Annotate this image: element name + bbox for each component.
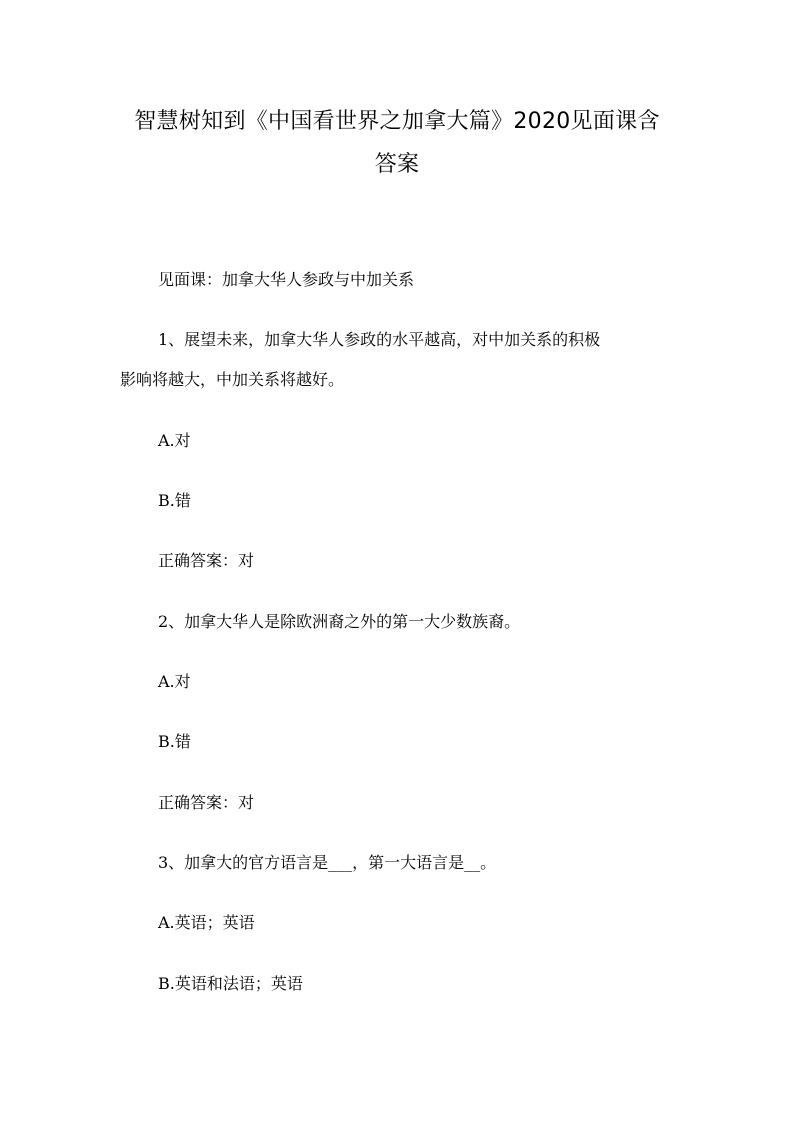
- title-line-2: 答案: [374, 152, 420, 177]
- question-2-answer: 正确答案：对: [158, 793, 255, 812]
- question-2-option-b: B.错: [158, 732, 191, 751]
- question-1-option-b: B.错: [158, 491, 191, 510]
- question-2-stem: 2、加拿大华人是除欧洲裔之外的第一大少数族裔。: [158, 612, 521, 631]
- question-1-stem-line-1: 1、展望未来，加拿大华人参政的水平越高，对中加关系的积极: [158, 330, 601, 349]
- question-2-option-a: A.对: [158, 672, 191, 691]
- question-3-option-b: B.英语和法语；英语: [158, 974, 303, 993]
- question-3-stem: 3、加拿大的官方语言是___，第一大语言是__。: [158, 853, 497, 872]
- question-3-option-a: A.英语；英语: [158, 913, 255, 932]
- section-heading: 见面课：加拿大华人参政与中加关系: [158, 270, 415, 289]
- question-1-answer: 正确答案：对: [158, 551, 255, 570]
- question-1-stem-line-2: 影响将越大，中加关系将越好。: [120, 370, 345, 389]
- question-1-option-a: A.对: [158, 431, 191, 450]
- title-line-1: 智慧树知到《中国看世界之加拿大篇》2020见面课含: [134, 109, 660, 134]
- document-title: [110, 100, 684, 186]
